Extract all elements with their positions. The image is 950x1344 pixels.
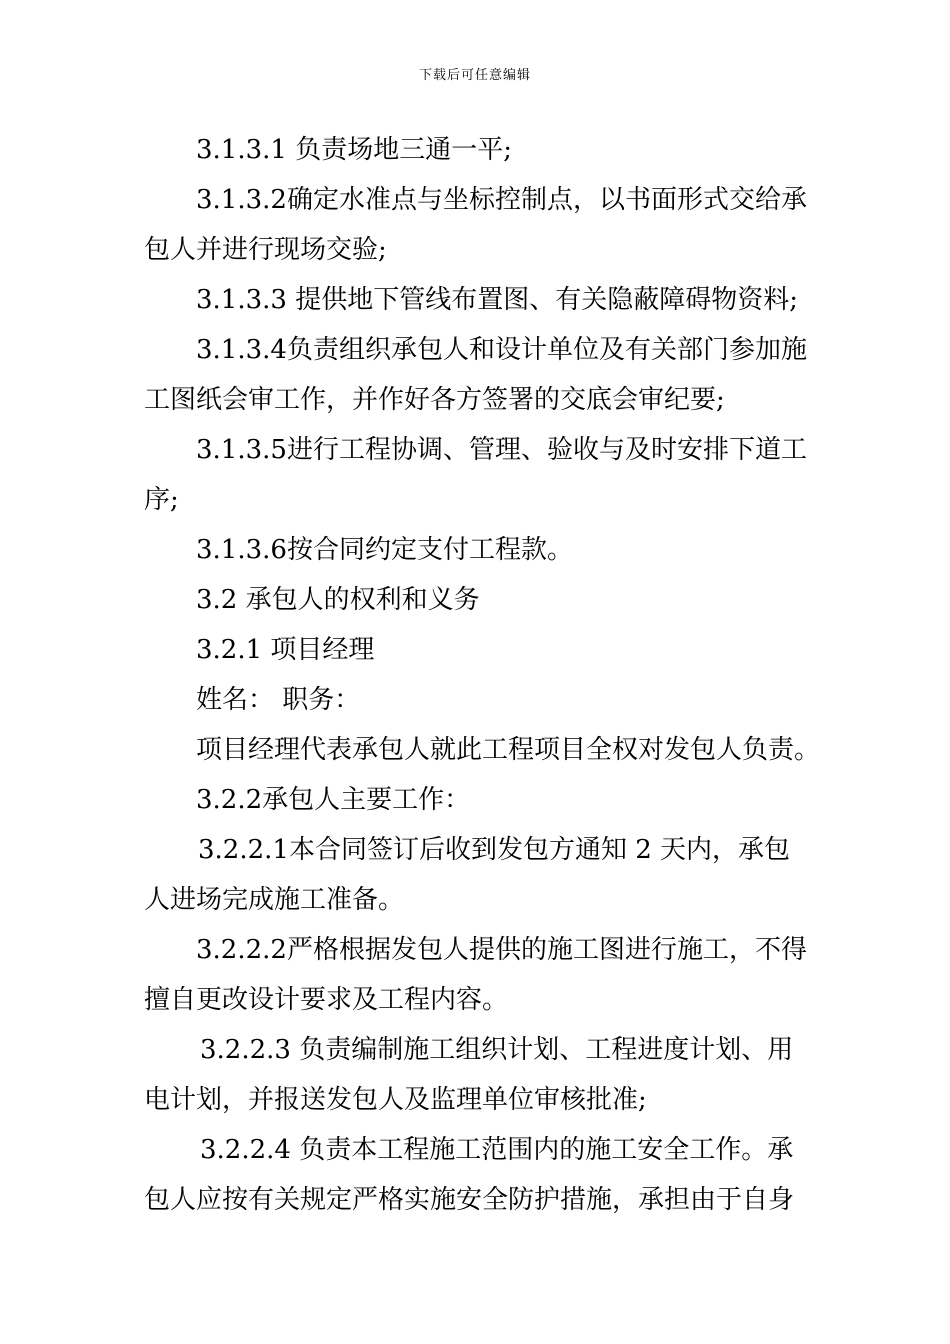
paragraph-line: 3.1.3.6按合同约定支付工程款。: [196, 535, 573, 565]
paragraph-line: 3.2.2承包人主要工作：: [196, 785, 471, 815]
paragraph-line: 3.2.1 项目经理: [196, 635, 375, 665]
clause-3-2-2-3: [144, 1025, 809, 1125]
paragraph-line: 3.1.3.5进行工程协调、管理、验收与及时安排下道工: [196, 435, 807, 465]
paragraph-line: 序;: [144, 485, 179, 515]
document-body: [144, 125, 821, 1225]
clause-3-2-1: [144, 625, 809, 675]
paragraph-line: 3.1.3.3 提供地下管线布置图、有关隐蔽障碍物资料;: [196, 285, 798, 315]
clause-3-1-3-6: [144, 525, 809, 575]
paragraph-line: 3.2.2.3 负责编制施工组织计划、工程进度计划、用: [200, 1035, 794, 1065]
paragraph-line: 电计划，并报送发包人及监理单位审核批准;: [144, 1085, 647, 1115]
clause-3-2-2-4: [144, 1125, 809, 1225]
clause-3-1-3-5: [144, 425, 809, 525]
paragraph-line: 3.2.2.4 负责本工程施工范围内的施工安全工作。承: [200, 1135, 794, 1165]
paragraph-line: 3.2 承包人的权利和义务: [196, 585, 480, 615]
paragraph-line: 包人并进行现场交验;: [144, 235, 387, 265]
paragraph-line: 3.2.2.1本合同签订后收到发包方通知 2 天内，承包: [198, 835, 791, 865]
clause-3-1-3-4: [144, 325, 809, 425]
clause-3-1-3-3: [144, 275, 809, 325]
paragraph-line: 3.1.3.2确定水准点与坐标控制点，以书面形式交给承: [196, 185, 807, 215]
clause-3-2-2-1: [144, 825, 809, 925]
clause-3-1-3-1: [144, 125, 809, 175]
clause-3-2-2: [144, 775, 809, 825]
paragraph-line: 包人应按有关规定严格实施安全防护措施，承担由于自身: [144, 1185, 795, 1215]
name-position-line: [144, 675, 809, 725]
section-3-2-heading: [144, 575, 809, 625]
paragraph-line: 3.1.3.4负责组织承包人和设计单位及有关部门参加施: [196, 335, 807, 365]
paragraph-line: 3.2.2.2严格根据发包人提供的施工图进行施工，不得: [196, 935, 807, 965]
manager-responsibility: [144, 725, 821, 775]
paragraph-line: 项目经理代表承包人就此工程项目全权对发包人负责。: [196, 735, 821, 765]
paragraph-line: 姓名： 职务：: [196, 685, 361, 715]
paragraph-line: 工图纸会审工作，并作好各方签署的交底会审纪要;: [144, 385, 725, 415]
paragraph-line: 3.1.3.1 负责场地三通一平;: [196, 135, 512, 165]
paragraph-line: 擅自更改设计要求及工程内容。: [144, 985, 509, 1015]
clause-3-2-2-2: [144, 925, 809, 1025]
paragraph-line: 人进场完成施工准备。: [144, 885, 405, 915]
page-header: 下载后可任意编辑: [418, 68, 531, 83]
clause-3-1-3-2: [144, 175, 809, 275]
